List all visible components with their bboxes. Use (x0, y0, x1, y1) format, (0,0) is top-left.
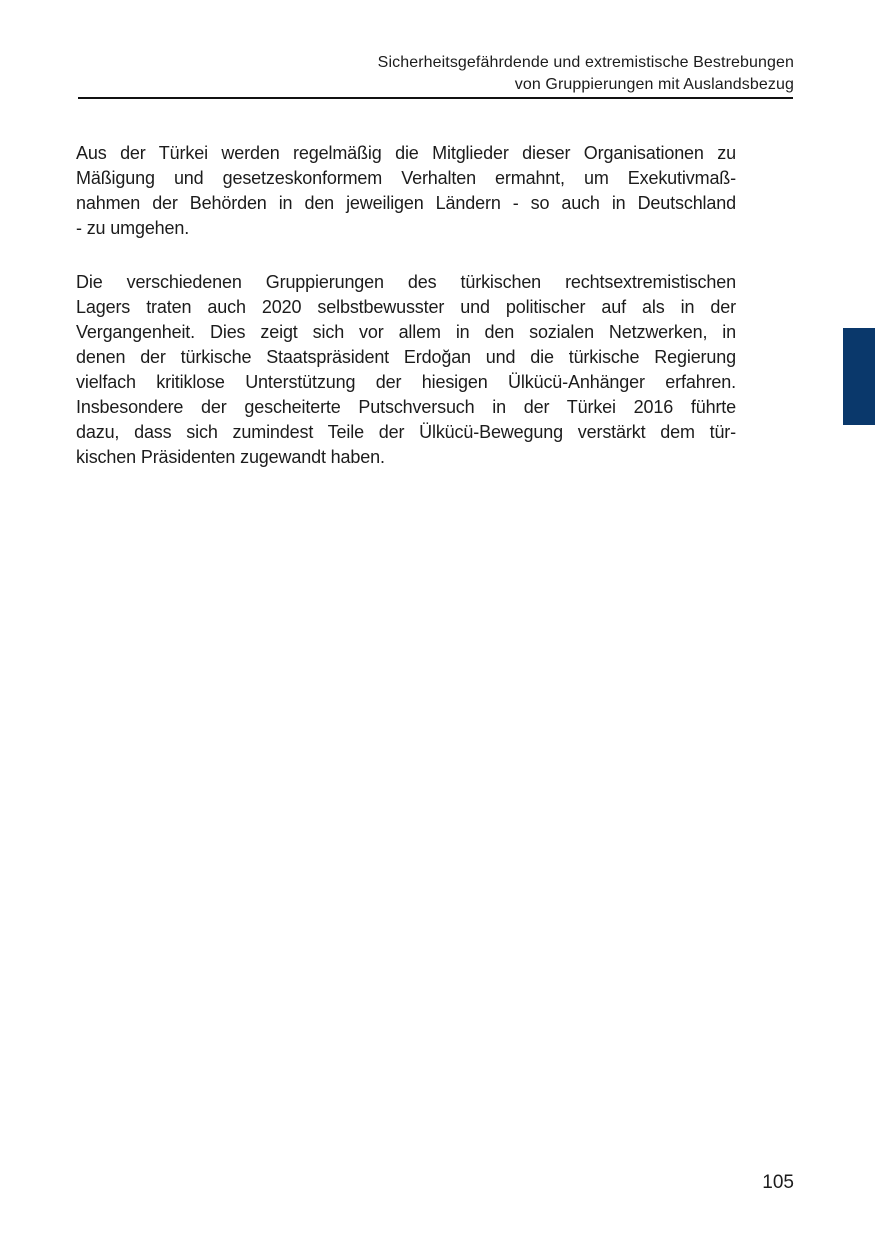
paragraph (76, 270, 736, 470)
text-line: Lagers traten auch 2020 selbstbewusster und politischer auf als in der (76, 297, 736, 317)
text-line: vielfach kritiklose Unterstützung der hiesigen Ülkücü-Anhänger erfahren. (76, 372, 736, 392)
header-rule-divider (78, 97, 793, 99)
text-line: - zu umgehen. (76, 218, 190, 238)
text-line: nahmen der Behörden in den jeweiligen Ländern - so auch in Deutschland (76, 193, 736, 213)
text-line: Mäßigung und gesetzeskonformem Verhalten ermahnt, um Exekutivmaß- (76, 168, 736, 188)
running-header-line1: Sicherheitsgefährdende und extremistische Bestrebungen (377, 54, 794, 71)
page-number: 105 (762, 1172, 794, 1193)
body-text (76, 141, 736, 470)
text-line: kischen Präsidenten zugewandt haben. (76, 447, 385, 467)
text-line: denen der türkische Staatspräsident Erdoğan und die türkische Regierung (76, 347, 736, 367)
paragraph (76, 141, 736, 241)
text-line: Vergangenheit. Dies zeigt sich vor allem in den sozialen Netzwerken, in (76, 322, 736, 342)
text-line: Aus der Türkei werden regelmäßig die Mitglieder dieser Organisationen zu (76, 143, 736, 163)
text-line: Insbesondere der gescheiterte Putschversuch in der Türkei 2016 führte (76, 397, 736, 417)
text-line: Die verschiedenen Gruppierungen des türkischen rechtsextremistischen (76, 272, 736, 292)
text-line: dazu, dass sich zumindest Teile der Ülkücü-Bewegung verstärkt dem tür- (76, 422, 736, 442)
running-header (378, 52, 794, 96)
section-tab-marker (843, 328, 875, 425)
running-header-line2: von Gruppierungen mit Auslandsbezug (514, 76, 794, 93)
